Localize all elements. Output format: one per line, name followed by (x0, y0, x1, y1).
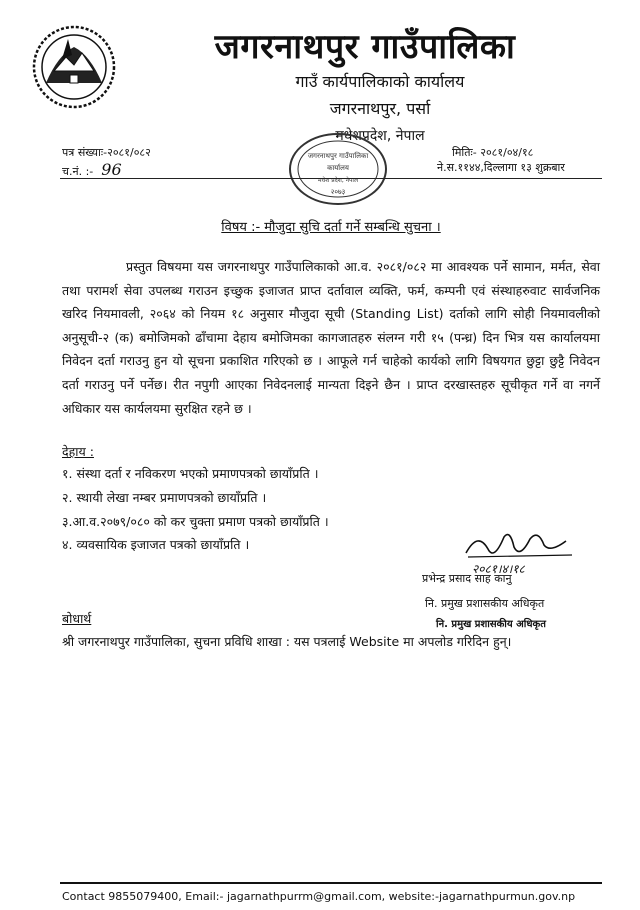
office-location: जगरनाथपुर, पर्सा (329, 99, 431, 118)
letter-body (62, 255, 600, 420)
stamp-line3: मधेश प्रदेश, नेपाल (317, 177, 359, 184)
footer-divider (60, 882, 602, 884)
signatory-title: नि. प्रमुख प्रशासकीय अधिकृत (425, 597, 545, 610)
stamp-line1: जगरनाथपुर गाउँपालिका (307, 152, 369, 160)
enclosure-item: ३.आ.व.२०७९/०८० को कर चुक्ता प्रमाण पत्रको छायाँप्रति । (62, 514, 329, 529)
signatory-stamp: नि. प्रमुख प्रशासकीय अधिकृत (436, 619, 546, 630)
body-paragraph: प्रस्तुत विषयमा यस जगरनाथपुर गाउँपालिकाको आ.व. २०८१/०८२ मा आवश्यक पर्ने सामान, मर्मत, सेवा तथा परामर्श सेवा उपलब्ध गराउन इच्छुक इजाजत प्राप्त दर्तावाल व्यक्ति, फर्म, कम्पनी एवं संस्थाहरुवाट सार्वजनिक खरिद नियमावली, २०६४ को नियम १८ अनुसार मौजुदा सूची (Standing List) दर्ताको लागि सोही नियमावलीको अनुसूची-२ (क) बमोजिमको ढाँचामा देहाय बमोजिमका कागजातहरु संलग्न गरी १५ (पन्ध्र) दिन भित्र यस कार्यालयमा निवेदन दर्ता गराउनु हुन यो सूचना प्रकाशित गरिएको छ । आफूले गर्न चाहेको कार्यको लागि विषयगत छुट्टा छुट्टै निवेदन दर्ता गराउनु पर्ने पर्नेछ। रीत नपुगी आएका निवेदनलाई मान्यता दिइने छैन । प्राप्त दरखास्तहरु सूचीकृत गर्ने वा नगर्ने अधिकार यस कार्यलयमा सुरक्षित रहने छ । (62, 259, 600, 416)
enclosure-heading: देहाय : (62, 444, 94, 459)
date-bs: मितिः- २०८१/०४/१८ (452, 146, 534, 159)
office-stamp-icon (287, 130, 389, 208)
dispatch-line (62, 160, 122, 179)
dispatch-label: च.नं. :- (62, 165, 94, 178)
subject-text: विषय :- मौजुदा सुचि दर्ता गर्ने सम्बन्धि सुचना । (221, 220, 441, 235)
signature-date: २०८१।४।१८ (472, 562, 525, 576)
nepal-emblem-icon (32, 25, 116, 109)
office-province: मधेशप्रदेश, नेपाल (335, 128, 425, 144)
dispatch-number: 96 (101, 160, 122, 179)
office-title: जगरनाथपुर गाउँपालिका (214, 27, 516, 67)
letter-number: पत्र संख्याः-२०८१/०८२ (62, 146, 151, 159)
header-divider (60, 178, 602, 179)
enclosure-item: १. संस्था दर्ता र नविकरण भएको प्रमाणपत्रको छायाँप्रति । (62, 466, 319, 481)
office-subtitle: गाउँ कार्यपालिकाको कार्यालय (295, 72, 465, 91)
enclosure-item: ४. व्यवसायिक इजाजत पत्रको छायाँप्रति । (62, 537, 250, 552)
enclosure-item: २. स्थायी लेखा नम्बर प्रमाणपत्रको छायाँप्रति । (62, 490, 267, 505)
signatory-name: प्रभेन्द्र प्रसाद साह कानु (422, 572, 512, 585)
date-ns: ने.स.११४४,दिल्लागा १३ शुक्रबार (437, 161, 565, 174)
footer-contact: Contact 9855079400, Email:- jagarnathpurrm@gmail.com, website:-jagarnathpurmun.gov.np (62, 890, 576, 903)
letter-subject (60, 217, 602, 235)
cc-text: श्री जगरनाथपुर गाउँपालिका, सुचना प्रविधि शाखा : यस पत्रलाई Website मा अपलोड गरिदिन हुन्। (62, 634, 512, 649)
stamp-year: २०७३ (330, 188, 346, 196)
cc-heading: बोधार्थ (62, 611, 92, 626)
stamp-line2: कार्यालय (327, 164, 349, 172)
